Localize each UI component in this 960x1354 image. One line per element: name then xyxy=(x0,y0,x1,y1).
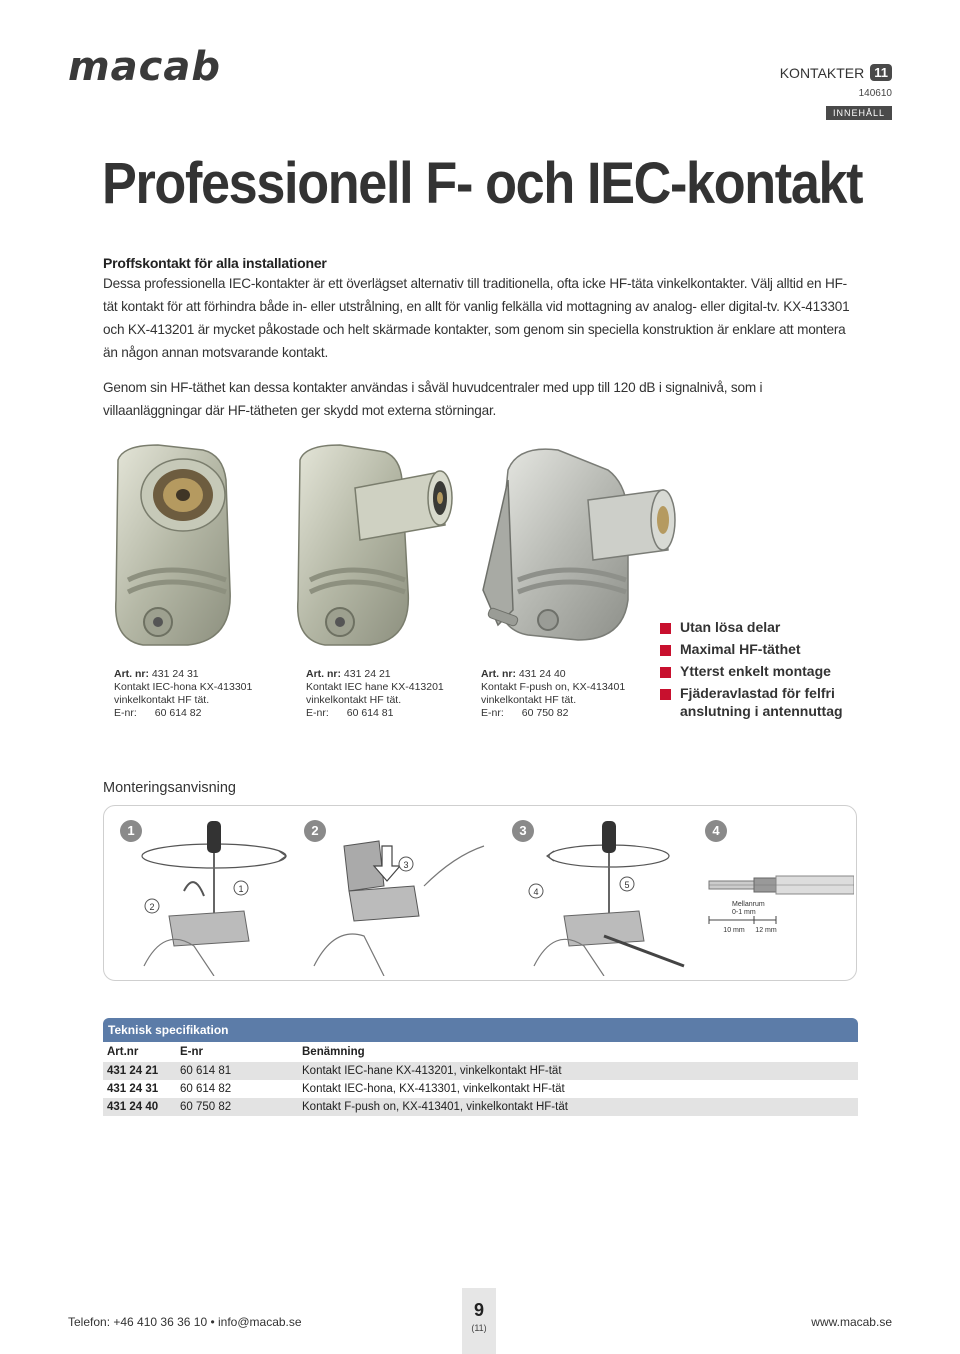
art-label: Art. nr: xyxy=(114,668,149,680)
feature-item: Utan lösa delar xyxy=(660,618,860,636)
name-cell: Kontakt F-push on, KX-413401, vinkelkontakt HF-tät xyxy=(298,1098,858,1116)
product-description: Kontakt IEC hane KX-413201 xyxy=(306,681,444,693)
step-badge-1: 1 xyxy=(120,820,142,842)
enr-number: 60 614 81 xyxy=(346,707,394,719)
enr-label: E-nr: xyxy=(114,707,137,719)
length-label-1: 10 mm xyxy=(723,927,745,934)
step-badge-4: 4 xyxy=(705,820,727,842)
product-caption-3 xyxy=(481,668,625,720)
table-row xyxy=(103,1062,858,1080)
enr-cell: 60 750 82 xyxy=(176,1098,298,1116)
product-description: Kontakt F-push on, KX-413401 xyxy=(481,681,626,693)
section-header xyxy=(780,64,892,81)
square-bullet-icon xyxy=(660,645,671,656)
step-2-illustration xyxy=(304,816,504,976)
length-label-2: 12 mm xyxy=(755,927,777,934)
document-code: 140610 xyxy=(858,88,892,99)
intro-section xyxy=(103,254,859,422)
art-number: 431 24 40 xyxy=(518,668,566,680)
feature-item: Maximal HF-täthet xyxy=(660,640,860,658)
enr-label: E-nr: xyxy=(306,707,329,719)
page-number-tab xyxy=(462,1288,496,1354)
product-description: Kontakt IEC-hona KX-413301 xyxy=(114,681,253,693)
callout-2: 2 xyxy=(149,902,155,912)
product-caption-2 xyxy=(306,668,444,720)
section-number-badge: 11 xyxy=(870,64,892,81)
enr-number: 60 750 82 xyxy=(521,707,569,719)
column-header: E-nr xyxy=(180,1046,203,1058)
macab-logo: macab xyxy=(68,44,222,90)
enr-cell: 60 614 81 xyxy=(176,1062,298,1080)
product-image-f-push-on xyxy=(478,440,678,650)
intro-paragraph-2: Genom sin HF-täthet kan dessa kontakter användas i såväl huvudcentraler med upp till 120 dB i signalnivå, som i villaanläggningar där HF-tätheten ger skydd mot externa störningar. xyxy=(103,380,763,418)
column-header: Art.nr xyxy=(107,1046,139,1058)
callout-1: 1 xyxy=(238,884,244,894)
feature-item: Ytterst enkelt montage xyxy=(660,662,860,680)
step-badge-2: 2 xyxy=(304,820,326,842)
gap-value: 0-1 mm xyxy=(732,909,756,916)
step-1-illustration xyxy=(124,816,294,976)
square-bullet-icon xyxy=(660,689,671,700)
product-description-2: vinkelkontakt HF tät. xyxy=(114,694,210,706)
product-caption-1 xyxy=(114,668,252,720)
art-cell: 431 24 21 xyxy=(103,1062,176,1080)
spec-table xyxy=(103,1042,858,1116)
name-cell: Kontakt IEC-hona, KX-413301, vinkelkontakt HF-tät xyxy=(298,1080,858,1098)
step-3-illustration xyxy=(514,816,694,976)
art-label: Art. nr: xyxy=(306,668,341,680)
name-cell: Kontakt IEC-hane KX-413201, vinkelkontakt HF-tät xyxy=(298,1062,858,1080)
art-cell: 431 24 40 xyxy=(103,1098,176,1116)
contents-link[interactable]: INNEHÅLL xyxy=(826,106,892,120)
section-label: KONTAKTER xyxy=(779,64,865,81)
spec-section xyxy=(103,1018,858,1116)
product-image-iec-female xyxy=(108,440,248,650)
callout-4: 4 xyxy=(533,887,539,897)
footer-website-link[interactable]: www.macab.se xyxy=(811,1315,892,1329)
art-cell: 431 24 31 xyxy=(103,1080,176,1098)
callout-3: 3 xyxy=(403,860,409,870)
page-number-sub: (11) xyxy=(471,1323,487,1333)
step-badge-3: 3 xyxy=(512,820,534,842)
column-header: Benämning xyxy=(302,1046,365,1058)
feature-list xyxy=(660,618,860,724)
spec-header-row xyxy=(103,1042,858,1062)
square-bullet-icon xyxy=(660,667,671,678)
footer-contact: Telefon: +46 410 36 36 10 • info@macab.se xyxy=(68,1315,302,1329)
art-label: Art. nr: xyxy=(481,668,516,680)
product-description-2: vinkelkontakt HF tät. xyxy=(306,694,402,706)
table-row xyxy=(103,1080,858,1098)
product-image-iec-male xyxy=(290,440,460,650)
intro-paragraph-1: Dessa professionella IEC-kontakter är ett överlägset alternativ till traditionella, ofta icke HF-täta vinkelkontakter. Välj alltid en HF-tät kontakt för att förhindra både in- eller utstrålning, en allt för vanlig felkälla vid mottagning av analog- eller digital-tv. KX-413301 och KX-413201 är mycket påkostade och helt skärmade kontakter, som genom sin speciella konstruktion är enklare att montera än någon annan motsvarande kontakt. xyxy=(103,276,850,360)
art-number: 431 24 21 xyxy=(343,668,391,680)
spec-title: Teknisk specifikation xyxy=(103,1018,858,1042)
page-number: 9 xyxy=(473,1300,484,1320)
square-bullet-icon xyxy=(660,623,671,634)
product-description-2: vinkelkontakt HF tät. xyxy=(481,694,577,706)
enr-label: E-nr: xyxy=(481,707,504,719)
step-4-cable-illustration xyxy=(704,856,854,946)
gap-label: Mellanrum xyxy=(732,901,765,908)
mounting-title: Monteringsanvisning xyxy=(103,780,236,796)
enr-cell: 60 614 82 xyxy=(176,1080,298,1098)
enr-number: 60 614 82 xyxy=(154,707,202,719)
art-number: 431 24 31 xyxy=(151,668,199,680)
table-row xyxy=(103,1098,858,1116)
callout-5: 5 xyxy=(624,880,630,890)
page-title: Professionell F- och IEC-kontakt xyxy=(102,151,863,216)
feature-item: Fjäderavlastad för felfri anslutning i antennuttag xyxy=(660,684,860,720)
mounting-instructions xyxy=(103,805,857,981)
intro-heading: Proffskontakt för alla installationer xyxy=(103,255,327,271)
